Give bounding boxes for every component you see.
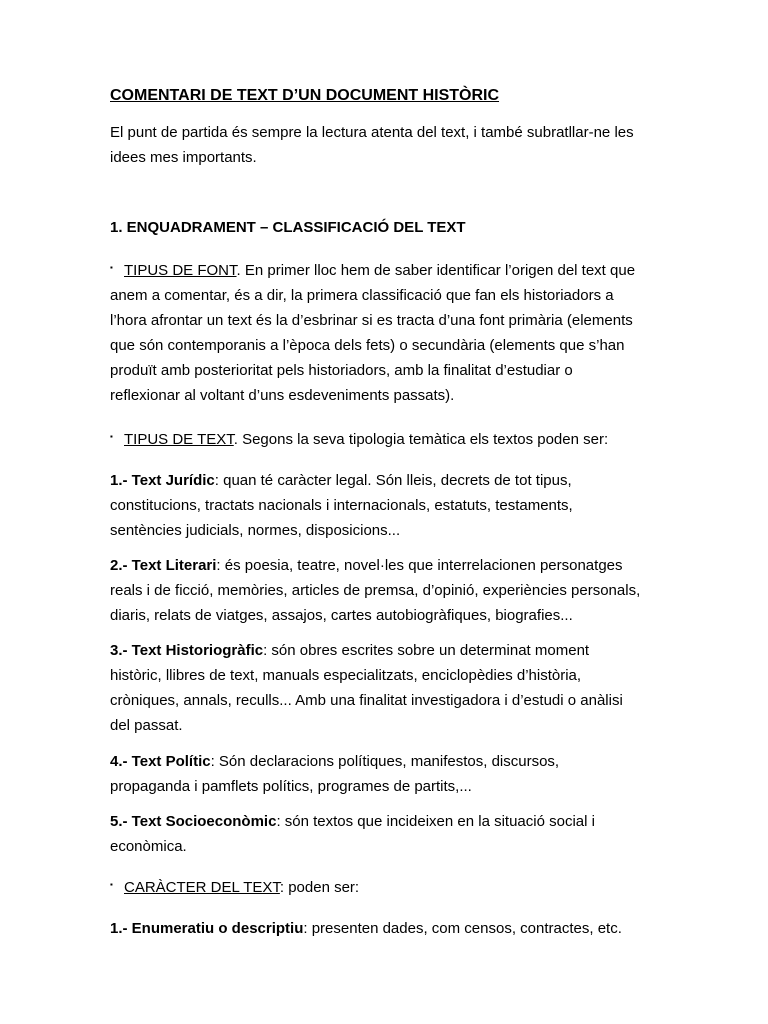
tipus-font-label: TIPUS DE FONT (124, 262, 237, 279)
tipus-font-line-4: que són contemporanis a l’època dels fets) o secundària (elements que s’han (110, 337, 625, 354)
intro-line-1: El punt de partida és sempre la lectura atenta del text, i també subratllar-ne les (110, 124, 634, 141)
bullet-icon: ▪ (110, 432, 113, 441)
bullet-icon: ▪ (110, 880, 113, 889)
tipus-text-paragraph (110, 427, 670, 452)
enumeratiu-paragraph (110, 916, 670, 941)
tipus-font-line-6: reflexionar al voltant d’uns esdeveniments passats). (110, 387, 455, 404)
type-1-paragraph (110, 468, 670, 543)
type-3-line-1: : són obres escrites sobre un determinat moment (263, 642, 590, 659)
type-3-line-3: cròniques, annals, reculls... Amb una finalitat investigadora i d’estudi o anàlisi (110, 692, 623, 709)
bullet-icon: ▪ (110, 263, 113, 272)
enumeratiu-label: 1.- Enumeratiu o descriptiu (110, 920, 304, 937)
type-5-label: 5.- Text Socioeconòmic (110, 813, 277, 830)
type-2-line-3: diaris, relats de viatges, assajos, cartes autobiogràfiques, biografies... (110, 607, 573, 624)
type-3-line-4: del passat. (110, 717, 183, 734)
type-2-line-1: : és poesia, teatre, novel·les que interrelacionen personatges (216, 557, 623, 574)
type-2-label: 2.- Text Literari (110, 557, 217, 574)
type-2-paragraph (110, 553, 670, 628)
type-4-line-1: : Són declaracions polítiques, manifestos, discursos, (210, 753, 560, 770)
type-4-paragraph (110, 749, 670, 799)
type-4-line-2: propaganda i pamflets polítics, programes de partits,... (110, 778, 472, 795)
tipus-font-line-5: produït amb posterioritat pels historiadors, amb la finalitat d’estudiar o (110, 362, 573, 379)
caracter-paragraph (110, 875, 670, 900)
type-1-label: 1.- Text Jurídic (110, 472, 215, 489)
type-2-line-2: reals i de ficció, memòries, articles de premsa, d’opinió, experiències personals, (110, 582, 641, 599)
tipus-font-line-1: . En primer lloc hem de saber identificar l’origen del text que (236, 262, 636, 279)
type-5-paragraph (110, 809, 670, 859)
type-4-label: 4.- Text Polític (110, 753, 211, 770)
type-1-line-3: sentències judicials, normes, disposicions... (110, 522, 401, 539)
caracter-label: CARÀCTER DEL TEXT (124, 879, 280, 896)
tipus-font-line-2: anem a comentar, és a dir, la primera classificació que fan els historiadors a (110, 287, 614, 304)
tipus-font-paragraph (110, 258, 670, 408)
caracter-rest: : poden ser: (279, 879, 360, 896)
type-3-label: 3.- Text Historiogràfic (110, 642, 264, 659)
type-1-line-2: constitucions, tractats nacionals i internacionals, estatuts, testaments, (110, 497, 573, 514)
section-1-heading: 1. ENQUADRAMENT – CLASSIFICACIÓ DEL TEXT (110, 219, 466, 236)
type-5-line-1: : són textos que incideixen en la situació social i (276, 813, 595, 830)
tipus-font-line-3: l’hora afrontar un text és la d’esbrinar si es tracta d’una font primària (elements (110, 312, 633, 329)
tipus-text-rest: . Segons la seva tipologia temàtica els textos poden ser: (233, 431, 609, 448)
type-1-line-1: : quan té caràcter legal. Són lleis, decrets de tot tipus, (214, 472, 572, 489)
type-5-line-2: econòmica. (110, 838, 187, 855)
intro-line-2: idees mes importants. (110, 149, 257, 166)
enumeratiu-rest: : presenten dades, com censos, contractes, etc. (303, 920, 622, 937)
tipus-text-label: TIPUS DE TEXT (124, 431, 234, 448)
type-3-line-2: històric, llibres de text, manuals especialitzats, enciclopèdies d’història, (110, 667, 582, 684)
type-3-paragraph (110, 638, 670, 738)
intro-paragraph (110, 120, 670, 170)
document-title: COMENTARI DE TEXT D’UN DOCUMENT HISTÒRIC (110, 87, 500, 104)
